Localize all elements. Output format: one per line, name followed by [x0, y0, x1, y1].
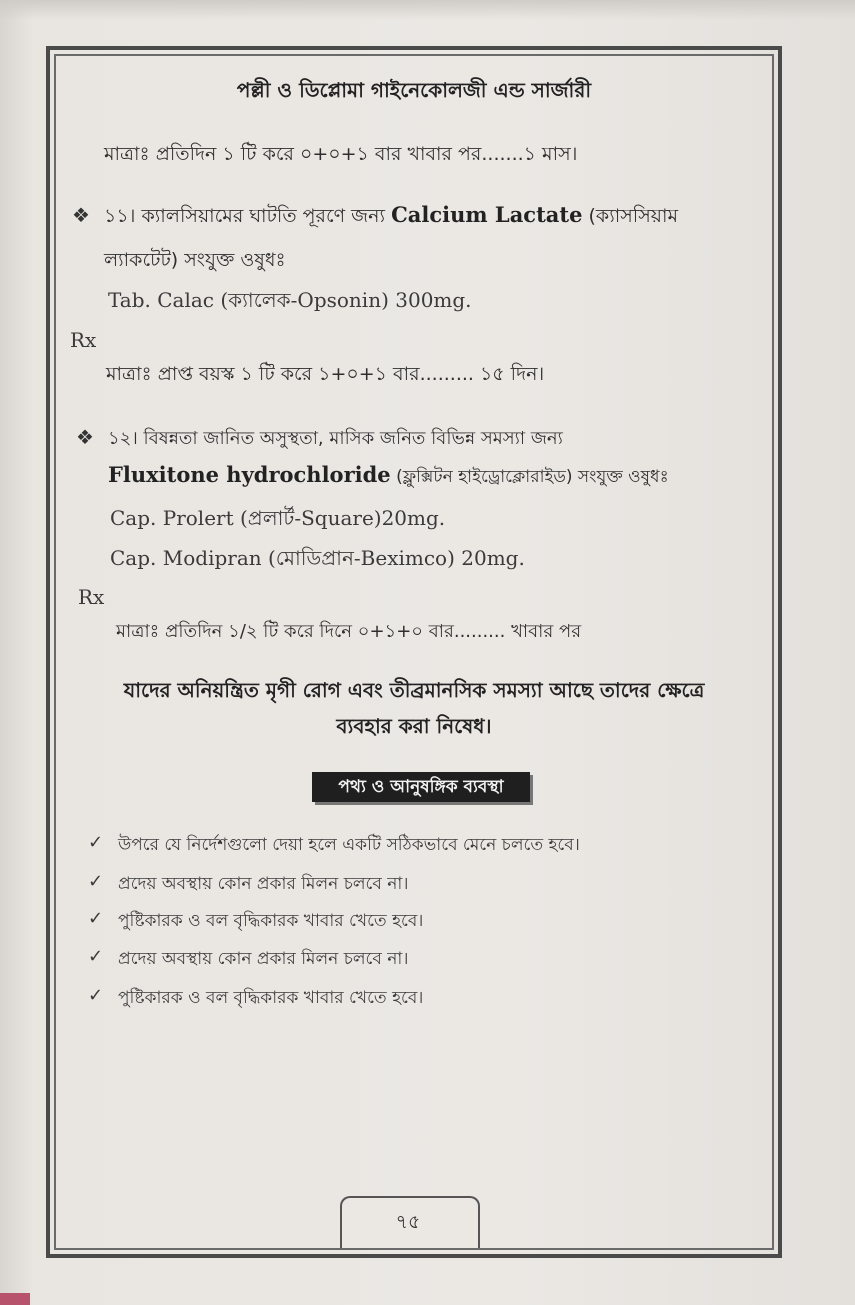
- item-11-intro-tail: (ক্যাসসিয়াম: [588, 205, 679, 227]
- item-12-capsule-1: Cap. Prolert (প্রলার্ট-Square)20mg.: [110, 506, 446, 530]
- warning-line-2: ব্যবহার করা নিষেধ।: [336, 714, 492, 738]
- book-cover-corner: [0, 1293, 30, 1305]
- item-12-drug-tail: (ফ্লুক্সিটন হাইড্রোক্লোরাইড) সংযুক্ত ওষুধঃ: [396, 467, 669, 487]
- diamond-bullet-icon: ❖: [76, 425, 94, 449]
- page-title: পল্লী ও ডিপ্লোমা গাইনেকোলজী এন্ড সার্জারী: [236, 78, 592, 102]
- check-icon: ✓: [88, 908, 104, 929]
- item-11-drug-name: Calcium Lactate: [391, 202, 583, 227]
- item-12-line1: ১২। বিষন্নতা জানিত অসুস্থতা, মাসিক জনিত বিভিন্ন সমস্যা জন্য: [108, 428, 563, 449]
- diamond-bullet-icon: ❖: [72, 203, 90, 227]
- item-12-dosage: মাত্রাঃ প্রতিদিন ১/২ টি করে দিনে ০+১+০ বার......... খাবার পর: [116, 621, 582, 642]
- item-11-line1: [104, 202, 678, 234]
- advice-item: প্রদেয় অবস্থায় কোন প্রকার মিলন চলবে না।: [118, 949, 409, 969]
- item-11-line2: ল্যাকটেট) সংযুক্ত ওষুধঃ: [104, 249, 286, 271]
- page-shadow: [0, 0, 855, 20]
- advice-item: প্রদেয় অবস্থায় কোন প্রকার মিলন চলবে না।: [118, 874, 409, 894]
- check-icon: ✓: [88, 871, 104, 892]
- check-icon: ✓: [88, 985, 104, 1006]
- dosage-top: মাত্রাঃ প্রতিদিন ১ টি করে ০+০+১ বার খাবার পর.......১ মাস।: [104, 143, 578, 165]
- section-heading-badge: পথ্য ও আনুষঙ্গিক ব্যবস্থা: [312, 772, 530, 802]
- item-11-tablet: Tab. Calac (ক্যালেক-Opsonin) 300mg.: [108, 288, 472, 312]
- item-12-capsule-2: Cap. Modipran (মোডিপ্রান-Beximco) 20mg.: [110, 546, 525, 570]
- advice-item: উপরে যে নির্দেশগুলো দেয়া হলে একটি সঠিকভাবে মেনে চলতে হবে।: [118, 835, 580, 855]
- advice-item: পুষ্টিকারক ও বল বৃদ্ধিকারক খাবার খেতে হবে।: [118, 911, 424, 931]
- check-icon: ✓: [88, 832, 104, 853]
- check-icon: ✓: [88, 946, 104, 967]
- page-number: ৭৫: [395, 1211, 421, 1233]
- item-11-intro: ১১। ক্যালসিয়ামের ঘাটতি পূরণে জন্য: [104, 205, 386, 227]
- item-12-drug-name: Fluxitone hydrochloride: [108, 462, 391, 487]
- item-12-rx: Rx: [78, 585, 105, 609]
- item-11-rx: Rx: [70, 328, 97, 352]
- item-11-dosage: মাত্রাঃ প্রাপ্ত বয়স্ক ১ টি করে ১+০+১ বার......... ১৫ দিন।: [106, 363, 545, 385]
- item-12-line2: [108, 462, 669, 492]
- warning-line-1: যাদের অনিয়ন্ত্রিত মৃগী রোগ এবং তীব্রমানসিক সমস্যা আছে তাদের ক্ষেত্রে: [123, 678, 705, 702]
- advice-item: পুষ্টিকারক ও বল বৃদ্ধিকারক খাবার খেতে হবে।: [118, 988, 424, 1008]
